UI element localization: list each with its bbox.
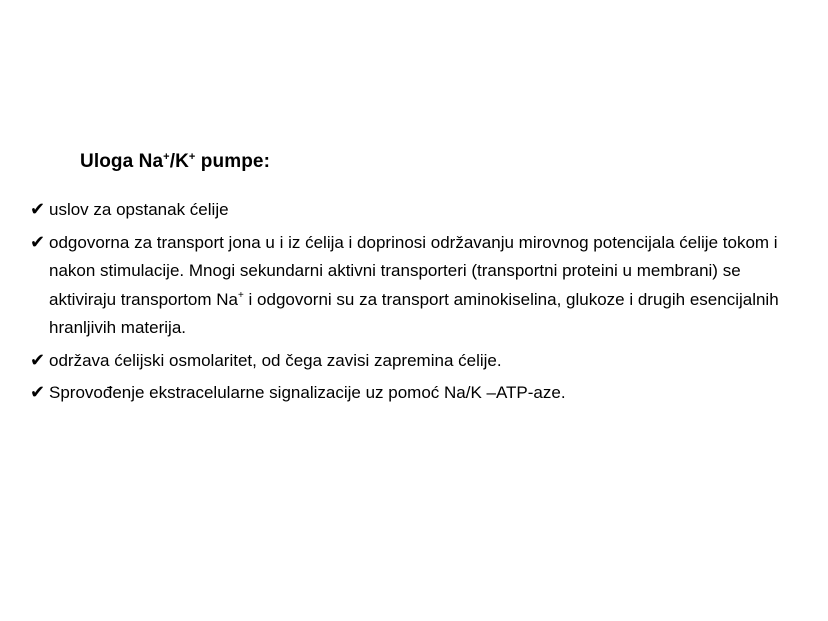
title-sup-na: + — [163, 151, 170, 163]
bullet-item — [30, 379, 810, 408]
checkmark-icon: ✔ — [30, 199, 46, 220]
bullet-item — [30, 229, 810, 343]
title-prefix: Uloga Na — [80, 151, 164, 172]
checkmark-icon: ✔ — [30, 231, 46, 253]
bullet-text: uslov za opstanak ćelije — [49, 200, 229, 219]
title-middle: /K — [169, 151, 189, 172]
slide-title — [80, 151, 270, 173]
bullet-text: Sprovođenje ekstracelularne signalizacije uz pomoć Na/K –ATP-aze. — [49, 383, 566, 402]
bullet-list — [30, 196, 810, 412]
bullet-text: održava ćelijski osmolaritet, od čega zavisi zapremina ćelije. — [49, 350, 502, 370]
bullet-text: odgovorna za transport jona u i iz ćelija i doprinosi održavanju mirovnog potencijala ćelije tokom i nakon stimulacije. Mnogi sekundarni aktivni transporteri (transportni proteini u membrani) se aktiviraju transportom Na — [49, 232, 778, 309]
bullet-item — [30, 347, 810, 376]
title-sup-k: + — [188, 151, 196, 163]
checkmark-icon: ✔ — [30, 349, 46, 371]
bullet-sup: + — [237, 289, 244, 301]
checkmark-icon: ✔ — [30, 382, 46, 403]
bullet-text-continued: i odgovorni su za transport aminokiselina, glukoze i drugih esencijalnih hranljivih materija. — [49, 289, 779, 337]
bullet-item — [30, 196, 810, 225]
title-suffix: pumpe: — [195, 151, 271, 172]
